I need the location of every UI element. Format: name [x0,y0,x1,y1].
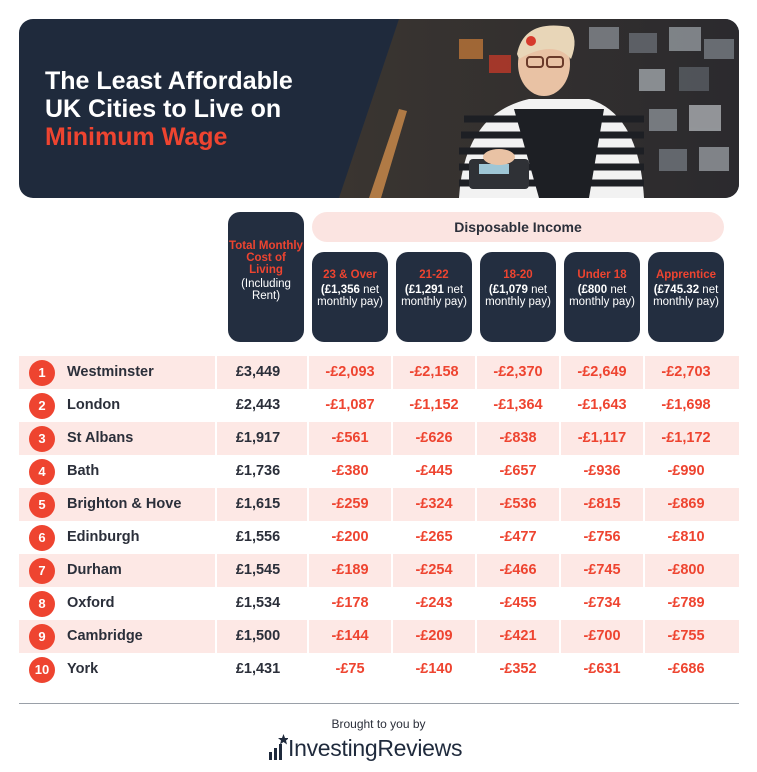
column-separator [475,554,477,587]
table-row [19,422,739,455]
rank-badge: 3 [29,426,55,452]
column-separator [391,422,393,455]
column-separator [643,356,645,389]
column-separator [643,587,645,620]
disposable-income-value: -£700 [583,628,621,644]
disposable-income-value: -£455 [499,595,537,611]
column-separator [215,488,217,521]
income-group-label: Under 18 [577,269,627,281]
rank-badge: 8 [29,591,55,617]
column-separator [559,455,561,488]
disposable-income-value: -£178 [331,595,369,611]
column-separator [643,455,645,488]
disposable-income-value: -£75 [335,661,365,677]
disposable-income-value: -£1,643 [577,397,627,413]
disposable-income-value: -£1,152 [409,397,459,413]
column-separator [215,455,217,488]
city-name: Oxford [67,595,115,611]
disposable-income-value: -£259 [331,496,369,512]
column-separator [307,455,309,488]
disposable-income-value: -£800 [667,562,705,578]
column-separator [643,554,645,587]
cost-header-sub: (Including Rent) [241,278,291,302]
income-group-pay [480,284,556,308]
disposable-income-value: -£789 [667,595,705,611]
cost-header-bold: Total Monthly Cost of Living [229,240,303,276]
income-group-header [396,252,472,342]
column-separator [391,356,393,389]
disposable-income-value: -£445 [415,463,453,479]
disposable-income-value: -£1,087 [325,397,375,413]
column-separator [475,356,477,389]
column-separator [307,422,309,455]
income-group-label: 18-20 [503,269,533,281]
cost-of-living: £1,556 [235,529,281,545]
cost-of-living: £1,615 [235,496,281,512]
disposable-income-value: -£324 [415,496,453,512]
column-separator [307,521,309,554]
disposable-income-header: Disposable Income [312,212,724,242]
table-row [19,620,739,653]
disposable-income-value: -£265 [415,529,453,545]
rank-badge: 5 [29,492,55,518]
footer-divider [19,703,739,704]
city-name: London [67,397,121,413]
rank-badge: 4 [29,459,55,485]
column-separator [307,356,309,389]
table-row [19,521,739,554]
column-separator [307,389,309,422]
column-separator [643,620,645,653]
city-name: St Albans [67,430,134,446]
disposable-income-value: -£2,703 [661,364,711,380]
column-separator [307,554,309,587]
income-group-label: 21-22 [419,269,449,281]
column-separator [559,356,561,389]
disposable-income-value: -£144 [331,628,369,644]
income-group-pay [648,284,724,308]
city-name: Cambridge [67,628,143,644]
disposable-income-value: -£1,364 [493,397,543,413]
disposable-income-value: -£756 [583,529,621,545]
city-name: Edinburgh [67,529,140,545]
disposable-income-value: -£254 [415,562,453,578]
disposable-income-value: -£734 [583,595,621,611]
table-row [19,389,739,422]
income-group-rest: net monthly pay) [569,284,635,308]
income-group-header [480,252,556,342]
cost-of-living: £2,443 [235,397,281,413]
column-separator [391,521,393,554]
title-line-1: The Least Affordable [45,67,293,95]
table-row [19,488,739,521]
rank-badge: 1 [29,360,55,386]
column-separator [307,488,309,521]
disposable-income-value: -£626 [415,430,453,446]
disposable-income-value: -£380 [331,463,369,479]
cost-of-living: £1,736 [235,463,281,479]
column-separator [391,620,393,653]
column-separator [215,422,217,455]
rank-badge: 6 [29,525,55,551]
disposable-income-value: -£745 [583,562,621,578]
income-group-pay [312,284,388,308]
city-name: York [67,661,99,677]
column-separator [391,455,393,488]
column-separator [475,488,477,521]
bar-chart-star-icon [268,734,288,762]
brand-logo [268,732,462,762]
column-separator [475,587,477,620]
column-separator [391,587,393,620]
disposable-income-value: -£686 [667,661,705,677]
disposable-income-value: -£2,158 [409,364,459,380]
column-separator [307,653,309,686]
table-row [19,356,739,389]
disposable-income-value: -£631 [583,661,621,677]
column-separator [215,620,217,653]
column-separator [643,488,645,521]
table-row [19,455,739,488]
column-separator [643,389,645,422]
income-group-label: 23 & Over [323,269,377,281]
disposable-income-value: -£200 [331,529,369,545]
income-group-rest: net monthly pay) [485,284,551,308]
disposable-income-value: -£869 [667,496,705,512]
disposable-income-value: -£1,117 [577,430,627,446]
table-row [19,587,739,620]
brought-to-you-by: Brought to you by [331,717,426,731]
column-separator [559,554,561,587]
disposable-income-value: -£1,698 [661,397,711,413]
disposable-income-value: -£140 [415,661,453,677]
column-separator [475,653,477,686]
disposable-income-value: -£2,093 [325,364,375,380]
disposable-income-value: -£189 [331,562,369,578]
title-accent: Minimum Wage [45,123,228,151]
disposable-income-value: -£936 [583,463,621,479]
column-separator [307,587,309,620]
column-separator [559,587,561,620]
column-separator [559,488,561,521]
column-separator [391,653,393,686]
income-group-pay [396,284,472,308]
rank-badge: 2 [29,393,55,419]
disposable-income-value: -£810 [667,529,705,545]
disposable-income-value: -£2,370 [493,364,543,380]
column-separator [643,521,645,554]
income-group-header [312,252,388,342]
income-group-amount: (£1,356 [320,284,360,296]
disposable-income-value: -£990 [667,463,705,479]
column-separator [475,422,477,455]
disposable-income-value: -£352 [499,661,537,677]
city-name: Durham [67,562,122,578]
rank-badge: 7 [29,558,55,584]
cost-of-living: £1,534 [235,595,281,611]
cashier-photo [339,19,739,198]
city-name: Brighton & Hove [67,496,182,512]
column-separator [215,356,217,389]
column-separator [559,521,561,554]
income-group-label: Apprentice [655,269,717,281]
column-separator [475,455,477,488]
cost-of-living: £1,917 [235,430,281,446]
cost-of-living: £1,545 [235,562,281,578]
column-separator [215,587,217,620]
cost-of-living: £1,431 [235,661,281,677]
table-row [19,653,739,686]
column-separator [215,389,217,422]
disposable-income-value: -£477 [499,529,537,545]
disposable-income-value: -£2,649 [577,364,627,380]
disposable-income-value: -£536 [499,496,537,512]
page-title [45,67,293,151]
disposable-income-value: -£815 [583,496,621,512]
column-separator [475,521,477,554]
disposable-income-value: -£755 [667,628,705,644]
column-separator [643,422,645,455]
city-name: Westminster [67,364,154,380]
column-separator [475,389,477,422]
income-group-amount: (£1,079 [488,284,528,296]
disposable-income-value: -£466 [499,562,537,578]
column-separator [391,488,393,521]
income-group-amount: (£1,291 [404,284,444,296]
column-separator [215,653,217,686]
disposable-income-value: -£657 [499,463,537,479]
disposable-income-value: -£561 [331,430,369,446]
table-row [19,554,739,587]
column-separator [215,554,217,587]
income-group-rest: net monthly pay) [401,284,467,308]
rank-badge: 9 [29,624,55,650]
cost-column-header [228,212,304,342]
income-group-rest: net monthly pay) [317,284,383,308]
cost-of-living: £3,449 [235,364,281,380]
column-separator [559,620,561,653]
city-name: Bath [67,463,100,479]
income-group-pay [564,284,640,308]
disposable-income-value: -£243 [415,595,453,611]
column-separator [475,620,477,653]
income-group-header [564,252,640,342]
disposable-income-value: -£209 [415,628,453,644]
column-separator [391,389,393,422]
rank-badge: 10 [29,657,55,683]
column-separator [559,422,561,455]
column-separator [307,620,309,653]
column-separator [643,653,645,686]
disposable-income-value: -£838 [499,430,537,446]
column-separator [559,389,561,422]
header-banner [19,19,739,198]
income-group-rest: net monthly pay) [653,284,719,308]
disposable-income-value: -£421 [499,628,537,644]
column-separator [391,554,393,587]
column-separator [559,653,561,686]
disposable-income-value: -£1,172 [661,430,711,446]
title-line-2: UK Cities to Live on [45,95,282,123]
column-separator [215,521,217,554]
income-group-amount: (£800 [577,284,608,296]
brand-name: InvestingReviews [288,735,463,761]
cost-of-living: £1,500 [235,628,281,644]
income-group-header [648,252,724,342]
income-group-amount: (£745.32 [653,284,700,296]
